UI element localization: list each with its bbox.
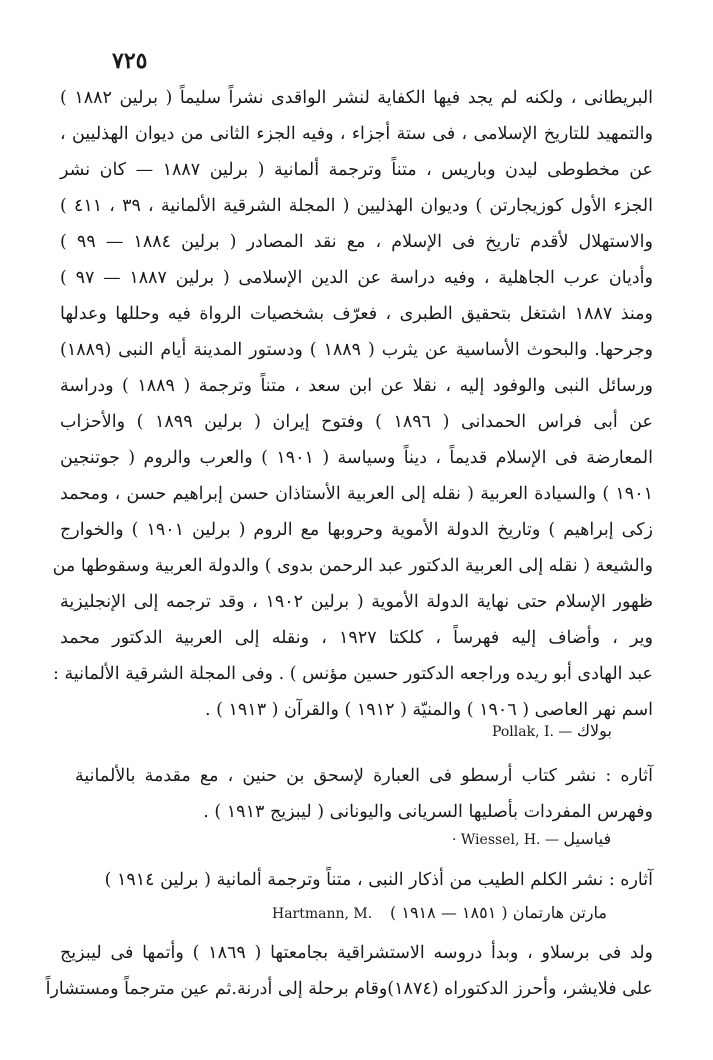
- text-line: المعارضة فى الإسلام قديماً ، ديناً وسياسة ( ١٩٠١ ) والعرب والروم ( جوتنجين: [60, 448, 653, 468]
- entry-latin-name: Wiessel, H.: [460, 832, 541, 848]
- pollak-text-line: آثاره : نشر كتاب أرسطو فى العبارة لإسحق بن حنين ، مع مقدمة بالألمانية: [75, 766, 653, 786]
- text-line: والاستهلال لأقدم تاريخ فى الإسلام ، مع نقد المصادر ( برلين ١٨٨٤ — ٩٩ ): [60, 232, 653, 252]
- hartmann-text-line: ولد فى برسلاو ، وبدأ دروسه الاستشراقية بجامعتها ( ١٨٦٩ ) وأتمها فى ليبزيج: [60, 943, 653, 963]
- text-line: ومنذ ١٨٨٧ اشتغل بتحقيق الطبرى ، فعرّف بشخصيات الرواة فيه وحللها وعدلها: [60, 304, 653, 324]
- pollak-text-line: وفهرس المفردات بأصليها السريانى واليونانى ( ليبزيج ١٩١٣ ) .: [203, 802, 653, 822]
- entry-arabic-name: مارتن هارتمان ( ١٨٥١ — ١٩١٨ ): [390, 903, 607, 922]
- text-line: وأديان عرب الجاهلية ، وفيه دراسة عن الدين الإسلامى ( برلين ١٨٨٧ — ٩٧ ): [60, 268, 653, 288]
- entry-latin-name: Pollak, I.: [492, 724, 554, 740]
- text-line: البريطانى ، ولكنه لم يجد فيها الكفاية لنشر الواقدى نشراً سليماً ( برلين ١٨٨٢ ): [60, 88, 654, 108]
- entry-latin-name: Hartmann, M.: [272, 906, 373, 922]
- text-line: والشيعة ( نقله إلى العربية الدكتور عبد الرحمن بدوى ) والدولة العربية وسقوطها من: [52, 556, 653, 576]
- hartmann-text-line: على فلايشر، وأحرز الدكتوراه (١٨٧٤)وقام برحلة إلى أدرنة.ثم عين مترجماً ومستشاراً: [45, 979, 653, 999]
- page-number: ٧٢٥: [112, 48, 148, 74]
- text-line: وجرحها. والبحوث الأساسية عن يثرب ( ١٨٨٩ ) ودستور المدينة أيام النبى (١٨٨٩): [60, 340, 654, 360]
- entry-arabic-name: بولاك: [576, 721, 612, 740]
- entry-heading-hartmann: [272, 902, 607, 925]
- text-line: عن مخطوطى ليدن وباريس ، متناً وترجمة ألمانية ( برلين ١٨٨٧ — كان نشر: [60, 160, 653, 180]
- entry-heading-pollak: Pollak, I. — بولاك: [492, 721, 612, 740]
- text-line: ١٩٠١ ) والسيادة العربية ( نقله إلى العربية الأستاذان حسن إبراهيم حسن ، ومحمد: [60, 484, 653, 504]
- text-line: عبد الهادى أبو ريده وراجعه الدكتور حسين مؤنس ) . وفى المجلة الشرقية الألمانية :: [53, 664, 653, 684]
- entry-arabic-name: فياسيل: [563, 829, 612, 848]
- wiessel-text-line: آثاره : نشر الكلم الطيب من أذكار النبى ، متناً وترجمة ألمانية ( برلين ١٩١٤ ): [104, 870, 653, 890]
- text-line: وير ، وأضاف إليه فهرساً ، كلكتا ١٩٢٧ ، ونقله إلى العربية الدكتور محمد: [60, 628, 653, 648]
- text-line: اسم نهر العاصى ( ١٩٠٦ ) والمنيّة ( ١٩١٢ ) والقرآن ( ١٩١٣ ) .: [204, 700, 653, 720]
- text-line: عن أبى فراس الحمدانى ( ١٨٩٦ ) وفتوح إيران ( برلين ١٨٩٩ ) والأحزاب: [60, 412, 653, 432]
- text-line: والتمهيد للتاريخ الإسلامى ، فى ستة أجزاء ، وفيه الجزء الثانى من ديوان الهذليين ،: [60, 124, 653, 144]
- text-line: زكى إبراهيم ) وتاريخ الدولة الأموية وحروبها مع الروم ( برلين ١٩٠١ ) والخوارج: [60, 520, 654, 540]
- text-line: الجزء الأول كوزيجارتن ) وديوان الهذليين ( المجلة الشرقية الألمانية ، ٣٩ ، ٤١١ ): [60, 196, 653, 216]
- text-line: ظهور الإسلام حتى نهاية الدولة الأموية ( برلين ١٩٠٢ ، وقد ترجمه إلى الإنجليزية: [60, 592, 653, 612]
- entry-heading-wiessel: · Wiessel, H. — فياسيل: [452, 829, 612, 848]
- text-line: ورسائل النبى والوفود إليه ، نقلا عن ابن سعد ، متناً وترجمة ( ١٨٨٩ ) ودراسة: [60, 376, 653, 396]
